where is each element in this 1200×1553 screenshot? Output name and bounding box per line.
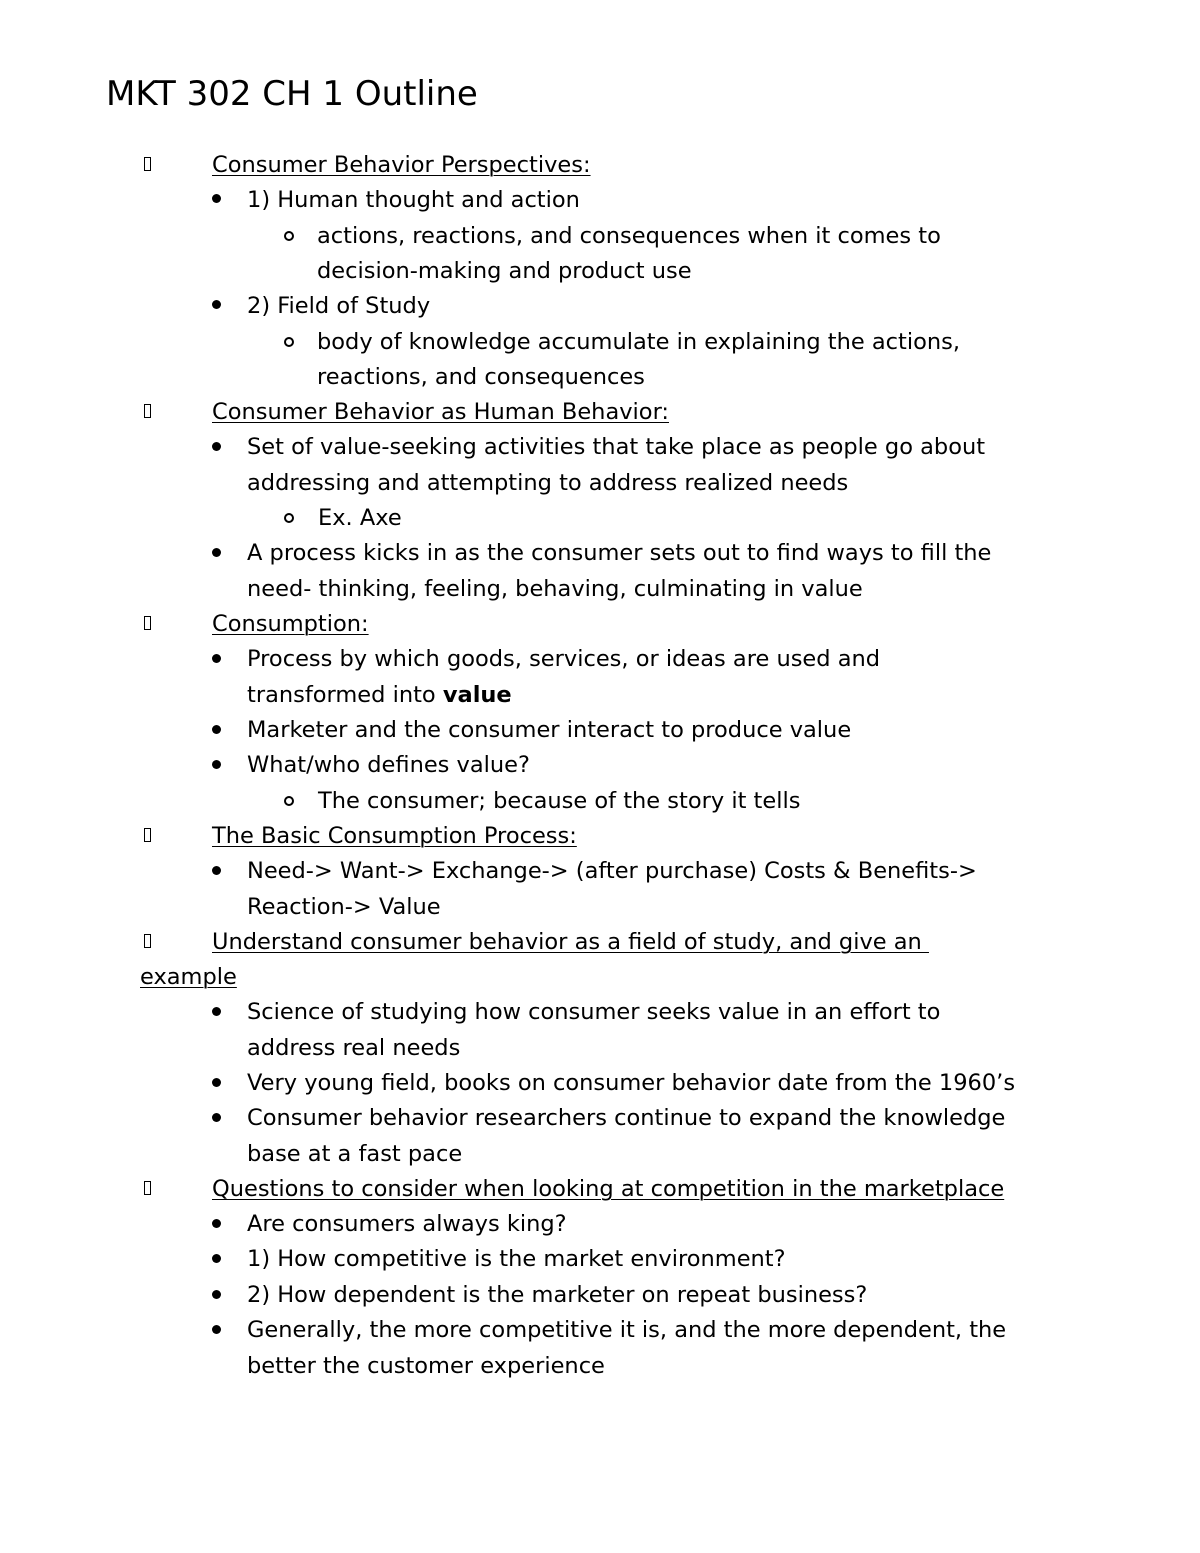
sub-list-item-continued: reactions, and consequences bbox=[317, 364, 645, 390]
list-item-continued: better the customer experience bbox=[247, 1353, 605, 1379]
bullet-icon bbox=[212, 442, 221, 451]
list-item-continued bbox=[247, 680, 512, 710]
sub-bullet-icon bbox=[284, 231, 294, 241]
document-title: MKT 302 CH 1 Outline bbox=[106, 74, 478, 114]
list-item: 1) Human thought and action bbox=[247, 187, 580, 213]
sub-list-item: The consumer; because of the story it tells bbox=[318, 788, 801, 814]
sub-list-item: body of knowledge accumulate in explaining the actions, bbox=[317, 329, 960, 355]
bullet-icon bbox=[212, 725, 221, 734]
section-heading: Understand consumer behavior as a field of study, and give an bbox=[212, 929, 929, 955]
bullet-icon bbox=[212, 1325, 221, 1334]
bullet-icon bbox=[212, 866, 221, 875]
bullet-icon bbox=[212, 760, 221, 769]
heading-marker-icon bbox=[140, 824, 154, 846]
heading-marker-icon bbox=[140, 153, 154, 175]
list-item: 2) How dependent is the marketer on repeat business? bbox=[247, 1282, 868, 1308]
list-item: Need-> Want-> Exchange-> (after purchase) Costs & Benefits-> bbox=[247, 858, 977, 884]
bullet-icon bbox=[212, 300, 221, 309]
bullet-icon bbox=[212, 1254, 221, 1263]
list-item-continued: address real needs bbox=[247, 1035, 461, 1061]
heading-marker-icon bbox=[140, 1177, 154, 1199]
heading-marker-icon bbox=[140, 930, 154, 952]
list-item-text: transformed into bbox=[247, 682, 443, 708]
sub-list-item: Ex. Axe bbox=[318, 505, 402, 531]
bullet-icon bbox=[212, 1290, 221, 1299]
sub-bullet-icon bbox=[284, 513, 294, 523]
list-item: Generally, the more competitive it is, and the more dependent, the bbox=[247, 1317, 1007, 1343]
sub-bullet-icon bbox=[284, 796, 294, 806]
list-item: Process by which goods, services, or ideas are used and bbox=[247, 646, 881, 672]
section-heading: Consumption: bbox=[212, 611, 369, 637]
section-heading-continued: example bbox=[140, 964, 237, 990]
list-item: Marketer and the consumer interact to produce value bbox=[247, 717, 852, 743]
sub-list-item-continued: decision-making and product use bbox=[317, 258, 692, 284]
heading-marker-icon bbox=[140, 612, 154, 634]
list-item: Are consumers always king? bbox=[247, 1211, 567, 1237]
section-heading: Consumer Behavior Perspectives: bbox=[212, 152, 591, 178]
list-item-continued: addressing and attempting to address realized needs bbox=[247, 470, 849, 496]
sub-list-item: actions, reactions, and consequences when it comes to bbox=[317, 223, 941, 249]
bullet-icon bbox=[212, 1007, 221, 1016]
list-item-continued: base at a fast pace bbox=[247, 1141, 463, 1167]
list-item: Set of value-seeking activities that take place as people go about bbox=[247, 434, 986, 460]
list-item: Very young field, books on consumer behavior date from the 1960’s bbox=[247, 1070, 1016, 1096]
list-item-continued: need- thinking, feeling, behaving, culminating in value bbox=[247, 576, 863, 602]
bullet-icon bbox=[212, 1219, 221, 1228]
heading-marker-icon bbox=[140, 400, 154, 422]
list-item-continued: Reaction-> Value bbox=[247, 894, 441, 920]
section-heading: Questions to consider when looking at competition in the marketplace bbox=[212, 1176, 1005, 1202]
bullet-icon bbox=[212, 1078, 221, 1087]
list-item: What/who defines value? bbox=[247, 752, 530, 778]
list-item: Science of studying how consumer seeks value in an effort to bbox=[247, 999, 941, 1025]
list-item: 2) Field of Study bbox=[247, 293, 431, 319]
sub-bullet-icon bbox=[284, 337, 294, 347]
bullet-icon bbox=[212, 654, 221, 663]
bullet-icon bbox=[212, 1113, 221, 1122]
bullet-icon bbox=[212, 194, 221, 203]
list-item: 1) How competitive is the market environment? bbox=[247, 1246, 786, 1272]
emphasis-value: value bbox=[442, 682, 512, 708]
section-heading: The Basic Consumption Process: bbox=[212, 823, 577, 849]
list-item: Consumer behavior researchers continue to expand the knowledge bbox=[247, 1105, 1006, 1131]
bullet-icon bbox=[212, 548, 221, 557]
list-item: A process kicks in as the consumer sets out to find ways to fill the bbox=[247, 540, 992, 566]
section-heading: Consumer Behavior as Human Behavior: bbox=[212, 399, 669, 425]
